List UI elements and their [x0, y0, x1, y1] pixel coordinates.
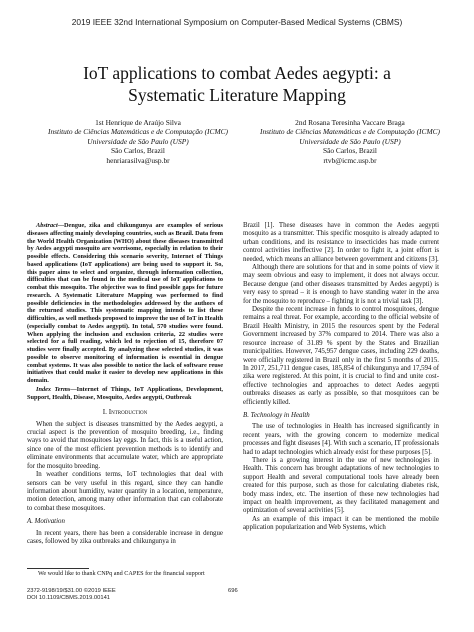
- author-block-1: [38, 118, 238, 165]
- author-institute: Instituto de Ciências Matemáticas e de Computação (ICMC): [259, 127, 440, 137]
- author-block-2: [250, 118, 450, 165]
- author-name: [250, 118, 450, 127]
- author-name-text: Rosana Teresinha Vaccare Braga: [308, 118, 405, 127]
- subsection-heading-technology: B. Technology in Health: [243, 411, 310, 419]
- conference-header: 2019 IEEE 32nd International Symposium on Computer-Based Medical Systems (CBMS): [71, 17, 403, 27]
- index-terms-text: —Internet of Things, IoT Applications, Development, Support, Health, Disease, Mosquito, Aedes aegypti, Outbreak: [27, 385, 223, 401]
- right-paragraph-5: As an example of this impact it can be mentioned the mobile application popularization and Web Systems, which: [243, 515, 439, 532]
- right-paragraph-4: There is a growing interest in the use of new technologies in Health. This concern has brought adaptations of new technologies to support Health and several computational tools have already been created for this purpose, such as those for calculating diabetes risk, body mass index, etc. The insertion of these new technologies had impact on health improvement, as they facilitated management and optimization of several activities [5].: [243, 456, 439, 515]
- abstract: [27, 222, 223, 385]
- title-line-1: IoT applications to combat Aedes aegypti: a: [83, 63, 391, 83]
- index-terms: [27, 386, 223, 402]
- page-number: 696: [228, 588, 238, 594]
- title-line-2: Systematic Literature Mapping: [128, 85, 346, 105]
- intro-paragraph-2: In weather conditions terms, IoT technologies that deal with sensors can be very useful in this regard, since they can handle information about humidity, water quantity in a location, temperature, motion detection, among many other information that can collaborate to combat these mosquitoes.: [27, 471, 223, 512]
- index-terms-label: Index Terms: [36, 385, 71, 393]
- author-institute: Instituto de Ciências Matemáticas e de Computação (ICMC): [47, 127, 228, 137]
- subsection-heading-motivation: A. Motivation: [27, 518, 65, 526]
- copyright-line: 2372-9198/19/$31.00 ©2019 IEEE: [27, 588, 116, 594]
- author-university: Universidade de São Paulo (USP): [87, 136, 189, 146]
- doi-line: DOI 10.1109/CBMS.2019.00141: [27, 595, 111, 602]
- abstract-label: Abstract: [36, 222, 58, 229]
- author-city: São Carlos, Brazil: [111, 146, 165, 156]
- footnote: We would like to thank CNPq and CAPES for the financial support: [38, 570, 205, 577]
- right-paragraph-3: The use of technologies in Health has increased significantly in recent years, with the growing concern to modernize medical processes and fight diseases [4]. With such a scenario, IT professionals had to adapt technologies which already exist for these purposes [5].: [243, 423, 439, 456]
- intro-paragraph-1: When the subject is diseases transmitted by the Aedes aegypti, a crucial aspect is the prevention of mosquito breeding, i.e., finding ways to avoid that mosquitoes lay eggs. In fact, this is a useful action, since one of the most efficient prevention methods is to identify and eliminate environments that accumulate water, which are appropriate for the mosquito breeding.: [27, 420, 223, 470]
- footnote-divider: [27, 568, 89, 569]
- author-university: Universidade de São Paulo (USP): [299, 136, 401, 146]
- motivation-paragraph-1: In recent years, there has been a considerable increase in dengue cases, followed by zika outbreaks and chikungunya in: [27, 529, 223, 545]
- left-column: [27, 222, 223, 546]
- abstract-text: —Dengue, zika and chikungunya are examples of serious diseases affecting mainly developing countries, such as Brazil. Data from the World Health Organization (WHO) about these diseases transmitted by Aedes aegypti mosquito are worrisome, especially in relation to their possible effects. Considering this scenario severity, Internet of Things based applications (IoT applications) are being used to support it. So, this paper aims to select and organize, through information collection, difficulties that can be found in the medical use of IoT applications to combat this mosquito. The objective was to find possible gaps for future research. A Systematic Literature Mapping was performed to find possible deficiencies in the methodologies addressed by the authors of the returned studies. This systematic mapping intends to list these difficulties, as well methods proposed to improve the use of IoT in Health (especially combat to Aedes aegypti). In total, 570 studies were found. When applying the inclusion and exclusion criteria, 22 studies were selected for a full reading, which led to rejection of 15, therefore 07 studies were finally accepted. By analyzing these selected studies, it was possible to observe monitoring of information is essential in dengue combat systems. It was also possible to notice the lack of software reuse initiatives that could make it easier to develop new applications in this domain.: [27, 222, 223, 384]
- author-name-text: Henrique de Araújo Silva: [105, 118, 181, 127]
- right-paragraph-2: Despite the recent increase in funds to control mosquitoes, dengue remains a real threat. For example, according to the official website of Brazil Health Ministry, in 2015 the resources spent by the Federal Government increased by 37% compared to 2014. There was also a resource increase of 31.89 % spent by the States and Brazilian municipalities. However, 745,957 dengue cases, including 229 deaths, were officially registered in Brazil only in the first 5 months of 2015. In 2017, 251,711 dengue cases, 185,854 of chikungunya and 17,594 of zika were registered. At this point, it is crucial to find and unite cost-effective technologies and approaches to detect Aedes aegypti outbreaks diseases as early as possible, so that mosquitoes can be efficiently killed.: [243, 306, 439, 406]
- author-email[interactable]: henriarasilva@usp.br: [106, 155, 170, 165]
- author-ordinal: 2nd: [295, 118, 307, 127]
- right-paragraph-0: Brazil [1]. These diseases have in common the Aedes aegypti mosquito as a transmitter. This specific mosquito is already adapted to urban conditions, and its resistance to insecticides has made current control activities ineffective [2]. In order to fight it, a joint effort is needed, which means an alliance between government and citizens [3].: [243, 222, 439, 263]
- right-paragraph-1: Although there are solutions for that and in some points of view it may seem obvious and easy to implement, it does not always occur. Because dengue (and other diseases transmitted by Aedes aegypti) is very easy to spread – it is enough to have standing water in the area for the mosquito to reproduce – fighting it is not a trivial task [3].: [243, 264, 439, 305]
- author-ordinal: 1st: [95, 118, 104, 127]
- author-email[interactable]: rtvb@icmc.usp.br: [323, 155, 377, 165]
- paper-title: [30, 62, 444, 106]
- right-column: [243, 222, 439, 533]
- copyright-block: [27, 588, 116, 602]
- section-heading-introduction: I. Introduction: [102, 408, 148, 417]
- author-city: São Carlos, Brazil: [323, 146, 377, 156]
- author-name: [38, 118, 238, 127]
